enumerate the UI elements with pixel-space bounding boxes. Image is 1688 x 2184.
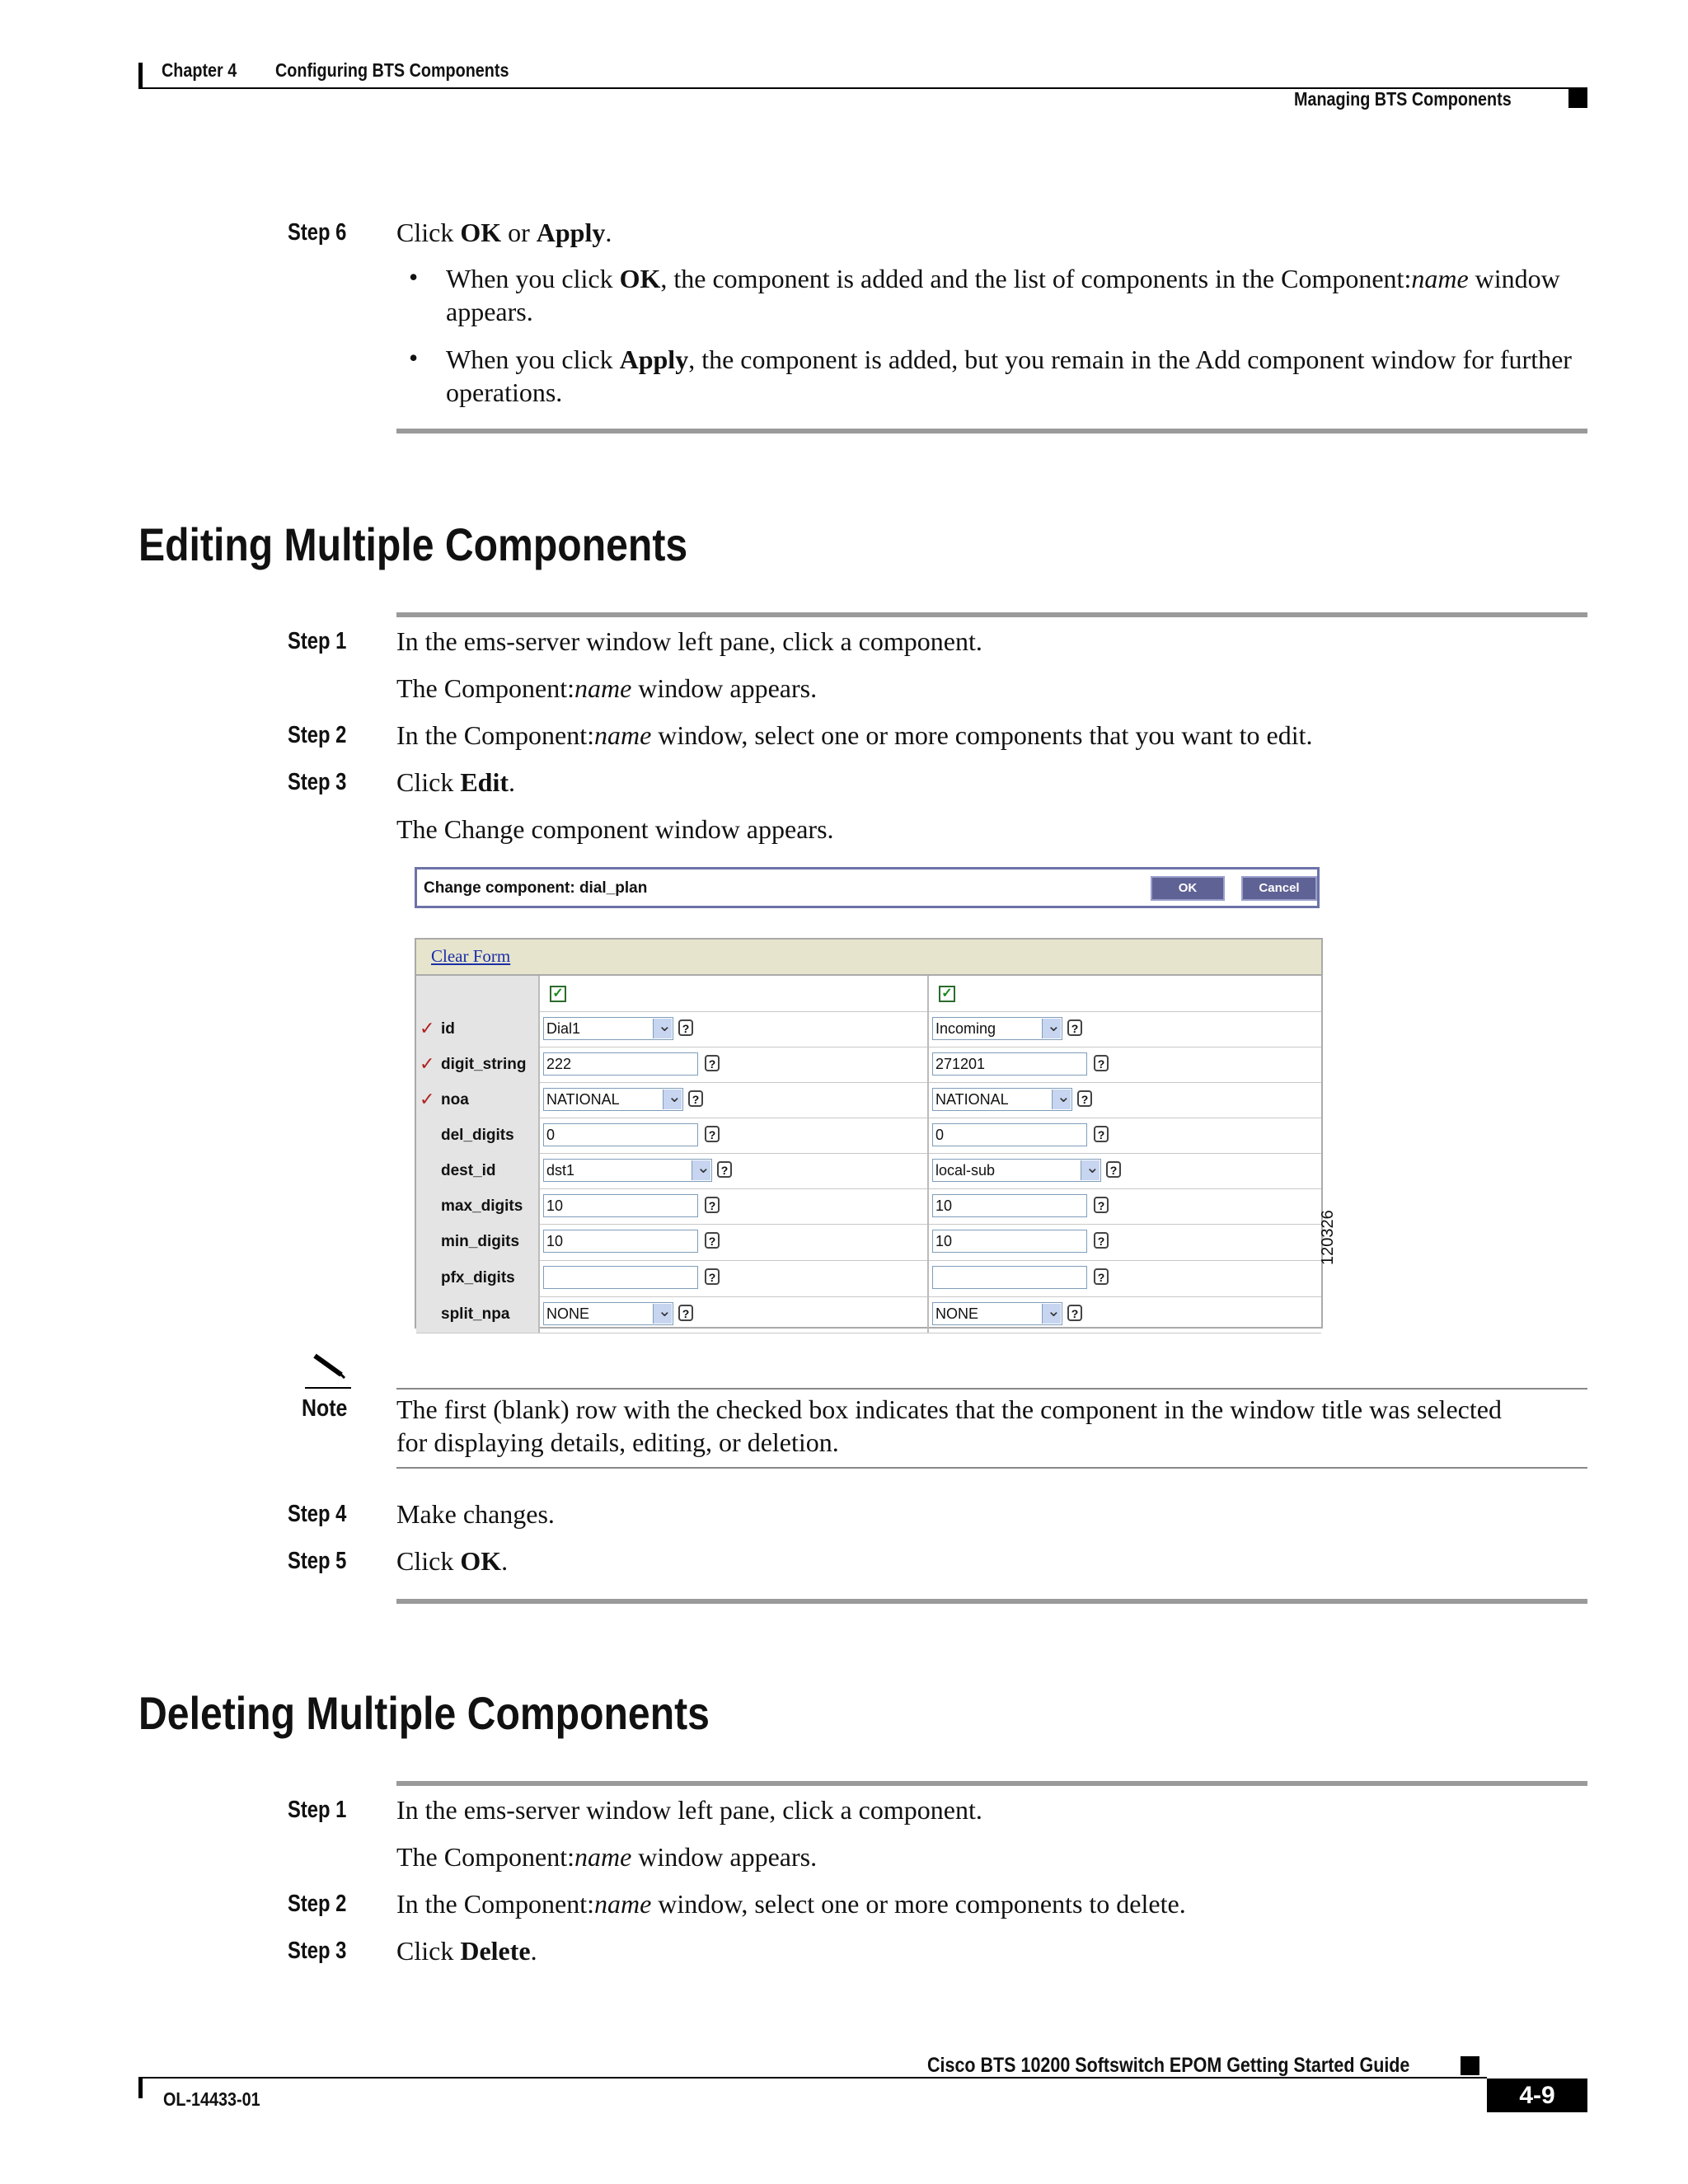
value-cell-2 <box>929 1188 1316 1224</box>
help-icon[interactable]: ? <box>1094 1197 1109 1213</box>
help-icon[interactable]: ? <box>705 1232 720 1249</box>
footer-bar-mark <box>138 2079 143 2098</box>
cancel-button[interactable]: Cancel <box>1241 876 1317 901</box>
b1-mid: , the component is added and the list of components in the Component: <box>660 264 1412 293</box>
help-icon[interactable]: ? <box>705 1055 720 1071</box>
field-name: min_digits <box>441 1233 520 1250</box>
field-value: NONE <box>546 1305 590 1322</box>
edit-end-rule <box>396 1599 1587 1604</box>
dest_id-select-2[interactable] <box>932 1159 1101 1182</box>
select-checkbox-1[interactable]: ✓ <box>550 986 566 1002</box>
b1-bold: OK <box>619 264 661 293</box>
field-value: 10 <box>546 1233 564 1249</box>
value-cell-2 <box>929 1118 1316 1153</box>
dropdown-arrow-icon[interactable] <box>653 1304 672 1324</box>
b2-pre: When you click <box>446 344 620 374</box>
field-value: 10 <box>546 1197 564 1214</box>
step6-apply: Apply <box>536 218 606 247</box>
field-value: Dial1 <box>546 1020 581 1037</box>
value-cell-1 <box>540 1188 929 1224</box>
step-end-rule <box>396 429 1587 434</box>
footer-doc-number: OL-14433-01 <box>163 2088 260 2110</box>
form-row-digit_string <box>416 1047 1321 1083</box>
del_digits-input-1[interactable] <box>543 1123 698 1146</box>
field-value: 10 <box>935 1233 953 1249</box>
select-row <box>416 976 1321 1012</box>
max_digits-input-1[interactable] <box>543 1194 698 1217</box>
field-name: id <box>441 1020 455 1038</box>
edit-step2-label: Step 2 <box>288 722 347 748</box>
help-icon[interactable]: ? <box>717 1161 732 1178</box>
value-cell-2 <box>929 1082 1316 1118</box>
e1r-ital: name <box>574 673 632 703</box>
field-label-cell <box>416 1188 540 1224</box>
form-row-id <box>416 1011 1321 1047</box>
note-line-1: The first (blank) row with the checked box indicates that the component in the window title was selected <box>396 1394 1502 1424</box>
value-cell-1 <box>540 1011 929 1047</box>
dropdown-arrow-icon[interactable] <box>1042 1304 1061 1324</box>
help-icon[interactable]: ? <box>1067 1305 1082 1321</box>
field-value: 10 <box>935 1197 953 1214</box>
form-row-noa <box>416 1082 1321 1118</box>
pencil-icon <box>305 1352 351 1390</box>
edit-heading: Editing Multiple Components <box>138 518 688 570</box>
form-row-min_digits <box>416 1224 1321 1261</box>
ok-button[interactable]: OK <box>1151 876 1225 901</box>
e2-ital: name <box>593 720 652 750</box>
clear-form-bar <box>416 940 1321 976</box>
max_digits-input-2[interactable] <box>932 1194 1087 1217</box>
field-value: Incoming <box>935 1020 996 1037</box>
field-value: dst1 <box>546 1162 575 1179</box>
b2-bold: Apply <box>619 344 689 374</box>
e3-pre: Click <box>396 767 461 797</box>
split_npa-select-1[interactable] <box>543 1302 673 1325</box>
min_digits-input-1[interactable] <box>543 1230 698 1253</box>
d2-ital: name <box>593 1889 652 1919</box>
form-row-split_npa <box>416 1296 1321 1333</box>
help-icon[interactable]: ? <box>688 1090 703 1107</box>
noa-select-1[interactable] <box>543 1088 683 1111</box>
dropdown-arrow-icon[interactable] <box>692 1160 710 1180</box>
field-name: max_digits <box>441 1197 523 1215</box>
note-label: Note <box>302 1395 348 1422</box>
edit-step3-text <box>396 766 515 799</box>
e2-pre: In the Component: <box>396 720 594 750</box>
value-cell-1 <box>540 1260 929 1296</box>
e5-end: . <box>501 1546 509 1576</box>
b1-end: window appears. <box>446 264 1560 326</box>
col2-cell <box>929 976 1316 1011</box>
d2-end: window, select one or more components to delete. <box>651 1889 1186 1919</box>
chapter-title: Configuring BTS Components <box>275 59 509 81</box>
note-bottom-rule <box>396 1467 1587 1469</box>
field-value: local-sub <box>935 1162 996 1179</box>
clear-form-link[interactable]: Clear Form <box>431 946 511 966</box>
field-value: NATIONAL <box>935 1091 1009 1108</box>
edit-step3-result: The Change component window appears. <box>396 814 834 844</box>
help-icon[interactable]: ? <box>705 1268 720 1285</box>
form-row-max_digits <box>416 1188 1321 1225</box>
field-value: 271201 <box>935 1056 986 1072</box>
del-step1-result <box>396 1840 817 1873</box>
value-cell-1 <box>540 1047 929 1082</box>
pfx_digits-input-1[interactable] <box>543 1266 698 1289</box>
e3-end: . <box>509 767 516 797</box>
del-step2-text <box>396 1887 1186 1920</box>
field-value: NONE <box>935 1305 979 1322</box>
field-value: 0 <box>546 1127 556 1143</box>
edit-step5-text <box>396 1544 508 1577</box>
del-step1-label: Step 1 <box>288 1797 347 1823</box>
field-label-cell <box>416 1296 540 1333</box>
field-label-cell <box>416 1047 540 1082</box>
del-step1-text: In the ems-server window left pane, click a component. <box>396 1795 982 1825</box>
d3-bold: Delete <box>460 1936 531 1966</box>
e1r-pre: The Component: <box>396 673 574 703</box>
help-icon[interactable]: ? <box>1094 1232 1109 1249</box>
field-name: digit_string <box>441 1056 527 1073</box>
help-icon[interactable]: ? <box>705 1126 720 1142</box>
help-icon[interactable]: ? <box>678 1305 693 1321</box>
edit-step4-text: Make changes. <box>396 1499 555 1529</box>
value-cell-2 <box>929 1296 1316 1333</box>
field-label-cell <box>416 1260 540 1296</box>
required-check-icon: ✓ <box>420 1053 435 1074</box>
id-select-1[interactable] <box>543 1017 673 1040</box>
e3-bold: Edit <box>460 767 509 797</box>
split_npa-select-2[interactable] <box>932 1302 1062 1325</box>
help-icon[interactable]: ? <box>1094 1055 1109 1071</box>
help-icon[interactable]: ? <box>1106 1161 1121 1178</box>
step6-text <box>396 216 612 249</box>
value-cell-2 <box>929 1011 1316 1047</box>
bullet-dot: • <box>409 343 419 373</box>
help-icon[interactable]: ? <box>1067 1019 1082 1036</box>
field-name: del_digits <box>441 1127 514 1144</box>
step6-ok: OK <box>460 218 502 247</box>
del-step2-label: Step 2 <box>288 1891 347 1917</box>
page-number: 4-9 <box>1487 2079 1587 2112</box>
d1r-ital: name <box>574 1842 632 1872</box>
chapter-number: Chapter 4 <box>162 59 237 81</box>
b2-end: , the component is added, but you remain in the Add component window for further operations. <box>446 344 1572 407</box>
e2-end: window, select one or more components that you want to edit. <box>651 720 1313 750</box>
field-name: dest_id <box>441 1162 496 1179</box>
header-bar-mark <box>138 63 143 87</box>
field-label-cell <box>416 1082 540 1118</box>
dropdown-arrow-icon[interactable] <box>653 1019 672 1038</box>
field-value: 0 <box>935 1127 945 1143</box>
digit_string-input-2[interactable] <box>932 1052 1087 1076</box>
b1-ital: name <box>1411 264 1469 293</box>
id-select-2[interactable] <box>932 1017 1062 1040</box>
step6-or: or <box>501 218 537 247</box>
section-title: Managing BTS Components <box>1294 88 1512 110</box>
component-form <box>415 938 1323 1329</box>
help-icon[interactable]: ? <box>705 1197 720 1213</box>
header-square <box>1568 89 1587 108</box>
del-step3-text <box>396 1934 537 1967</box>
row-label-cell <box>416 976 540 1011</box>
value-cell-2 <box>929 1260 1316 1296</box>
window-title: Change component: dial_plan <box>424 879 648 897</box>
e1r-end: window appears. <box>631 673 818 703</box>
figure-number: 120326 <box>1319 1210 1337 1265</box>
field-label-cell <box>416 1118 540 1153</box>
edit-step3-label: Step 3 <box>288 769 347 795</box>
pfx_digits-input-2[interactable] <box>932 1266 1087 1289</box>
help-icon[interactable]: ? <box>1077 1090 1092 1107</box>
field-name: pfx_digits <box>441 1269 515 1286</box>
field-value: NATIONAL <box>546 1091 620 1108</box>
steps-start-rule <box>396 612 1587 617</box>
value-cell-1 <box>540 1082 929 1118</box>
dropdown-arrow-icon[interactable] <box>1081 1160 1100 1180</box>
edit-step4-label: Step 4 <box>288 1501 347 1527</box>
value-cell-1 <box>540 1296 929 1333</box>
help-icon[interactable]: ? <box>1094 1126 1109 1142</box>
step6-pre: Click <box>396 218 461 247</box>
bullet2-text <box>446 343 1592 409</box>
required-check-icon: ✓ <box>420 1018 435 1038</box>
edit-step2-text <box>396 719 1312 752</box>
d3-pre: Click <box>396 1936 461 1966</box>
note-top-rule <box>396 1388 1587 1390</box>
bullet-dot: • <box>409 262 419 292</box>
edit-step1-label: Step 1 <box>288 628 347 654</box>
step6-label: Step 6 <box>288 219 347 246</box>
field-name: split_npa <box>441 1305 510 1323</box>
e5-pre: Click <box>396 1546 461 1576</box>
help-icon[interactable]: ? <box>678 1019 693 1036</box>
dropdown-arrow-icon[interactable] <box>1052 1090 1071 1109</box>
required-check-icon: ✓ <box>420 1089 435 1109</box>
step6-end: . <box>605 218 612 247</box>
select-checkbox-2[interactable]: ✓ <box>939 986 955 1002</box>
edit-step5-label: Step 5 <box>288 1548 347 1574</box>
del-step3-label: Step 3 <box>288 1938 347 1964</box>
field-label-cell <box>416 1224 540 1260</box>
d3-end: . <box>530 1936 537 1966</box>
delete-heading: Deleting Multiple Components <box>138 1687 710 1739</box>
note-line-2: for displaying details, editing, or deletion. <box>396 1427 839 1457</box>
value-cell-1 <box>540 1153 929 1188</box>
value-cell-2 <box>929 1153 1316 1188</box>
field-value: 222 <box>546 1056 572 1072</box>
d1r-pre: The Component: <box>396 1842 574 1872</box>
form-row-pfx_digits <box>416 1260 1321 1297</box>
b1-pre: When you click <box>446 264 620 293</box>
value-cell-1 <box>540 1118 929 1153</box>
field-label-cell <box>416 1153 540 1188</box>
footer-rule <box>138 2077 1487 2079</box>
field-name: noa <box>441 1091 469 1108</box>
e5-bold: OK <box>460 1546 502 1576</box>
dest_id-select-1[interactable] <box>543 1159 712 1182</box>
form-row-dest_id <box>416 1153 1321 1189</box>
delete-steps-rule <box>396 1781 1587 1786</box>
noa-select-2[interactable] <box>932 1088 1072 1111</box>
value-cell-2 <box>929 1047 1316 1082</box>
d2-pre: In the Component: <box>396 1889 594 1919</box>
field-label-cell <box>416 1011 540 1047</box>
value-cell-2 <box>929 1224 1316 1260</box>
value-cell-1 <box>540 1224 929 1260</box>
footer-guide-title: Cisco BTS 10200 Softswitch EPOM Getting Started Guide <box>927 2054 1410 2077</box>
edit-step1-result <box>396 672 817 705</box>
edit-step1-text: In the ems-server window left pane, click a component. <box>396 626 982 656</box>
col1-cell <box>540 976 929 1011</box>
dropdown-arrow-icon[interactable] <box>1042 1019 1061 1038</box>
window-titlebar <box>415 867 1320 908</box>
bullet1-text <box>446 262 1592 328</box>
footer-square <box>1461 2056 1479 2075</box>
dropdown-arrow-icon[interactable] <box>663 1090 682 1109</box>
digit_string-input-1[interactable] <box>543 1052 698 1076</box>
min_digits-input-2[interactable] <box>932 1230 1087 1253</box>
d1r-end: window appears. <box>631 1842 818 1872</box>
form-row-del_digits <box>416 1118 1321 1154</box>
help-icon[interactable]: ? <box>1094 1268 1109 1285</box>
del_digits-input-2[interactable] <box>932 1123 1087 1146</box>
